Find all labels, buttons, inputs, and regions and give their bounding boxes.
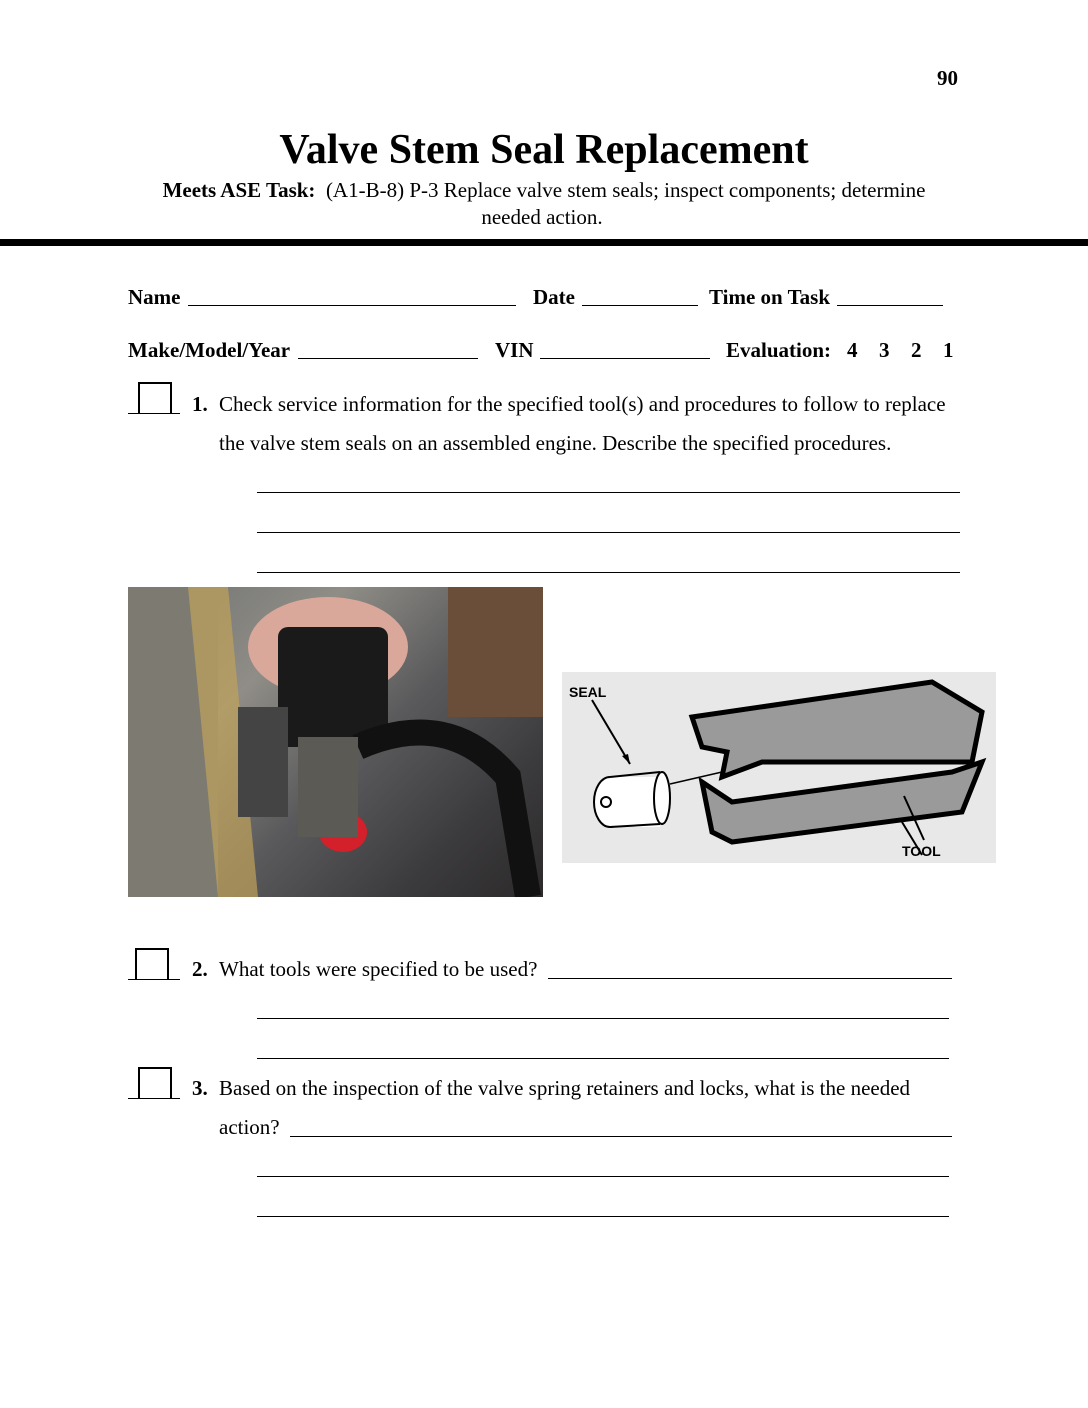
ase-task-label: Meets ASE Task: bbox=[162, 178, 316, 202]
question-3-text: Based on the inspection of the valve spring retainers and locks, what is the needed bbox=[219, 1076, 911, 1100]
engine-photo bbox=[128, 587, 543, 897]
question-1-checkbox[interactable] bbox=[128, 382, 180, 414]
answer-line[interactable] bbox=[548, 978, 952, 979]
date-field[interactable] bbox=[582, 305, 698, 306]
header-divider bbox=[0, 239, 1088, 246]
time-on-task-field[interactable] bbox=[837, 305, 943, 306]
question-1-text: Check service information for the specified tool(s) and procedures to follow to replace bbox=[219, 392, 946, 416]
seal-label: SEAL bbox=[569, 684, 607, 700]
answer-line[interactable] bbox=[257, 1216, 949, 1217]
page-title: Valve Stem Seal Replacement bbox=[279, 127, 809, 173]
ase-task-text: (A1-B-8) P-3 Replace valve stem seals; inspect components; determine bbox=[325, 178, 926, 202]
name-label: Name bbox=[128, 285, 181, 309]
ase-task bbox=[0, 178, 1088, 203]
vin-field[interactable] bbox=[540, 358, 710, 359]
time-on-task-label: Time on Task bbox=[709, 285, 831, 309]
engine-photo-illustration bbox=[128, 587, 543, 897]
evaluation-score-1[interactable]: 1 bbox=[943, 338, 954, 362]
answer-line[interactable] bbox=[290, 1136, 952, 1137]
question-2-number: 2. bbox=[192, 957, 208, 981]
seal-tool-illustration bbox=[562, 672, 996, 863]
question-3-number: 3. bbox=[192, 1076, 208, 1100]
answer-line[interactable] bbox=[257, 1018, 949, 1019]
date-label: Date bbox=[533, 285, 575, 309]
evaluation-label: Evaluation: bbox=[726, 338, 832, 362]
answer-line[interactable] bbox=[257, 1176, 949, 1177]
tool-label: TOOL bbox=[902, 843, 941, 859]
evaluation-score-3[interactable]: 3 bbox=[879, 338, 890, 362]
page-number: 90 bbox=[937, 66, 958, 90]
question-3-checkbox[interactable] bbox=[128, 1067, 180, 1099]
question-3-text-cont: action? bbox=[219, 1115, 280, 1139]
question-1-number: 1. bbox=[192, 392, 208, 416]
make-model-year-label: Make/Model/Year bbox=[128, 338, 291, 362]
evaluation-score-4[interactable]: 4 bbox=[847, 338, 858, 362]
question-2-text: What tools were specified to be used? bbox=[219, 957, 538, 981]
name-field[interactable] bbox=[188, 305, 516, 306]
question-2-checkbox[interactable] bbox=[128, 948, 180, 980]
answer-line[interactable] bbox=[257, 1058, 949, 1059]
vin-label: VIN bbox=[495, 338, 534, 362]
answer-line[interactable] bbox=[257, 492, 960, 493]
make-model-year-field[interactable] bbox=[298, 358, 478, 359]
answer-line[interactable] bbox=[257, 532, 960, 533]
question-1-text-cont: the valve stem seals on an assembled engine. Describe the specified procedures. bbox=[219, 431, 892, 455]
seal-tool-diagram bbox=[562, 672, 996, 863]
ase-task-text-cont: needed action. bbox=[481, 205, 603, 229]
answer-line[interactable] bbox=[257, 572, 960, 573]
evaluation-score-2[interactable]: 2 bbox=[911, 338, 922, 362]
